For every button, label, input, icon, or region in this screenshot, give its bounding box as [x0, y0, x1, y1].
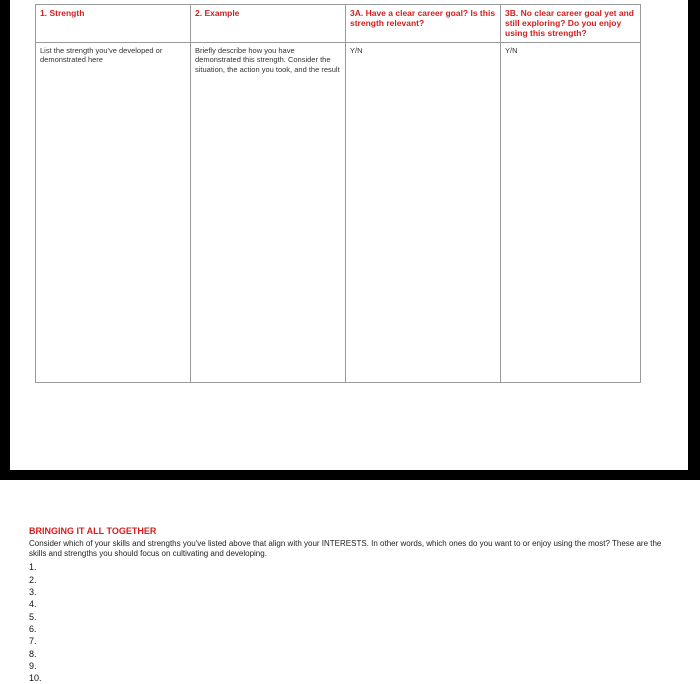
section-heading: BRINGING IT ALL TOGETHER: [29, 526, 157, 536]
header-no-clear-goal: 3B. No clear career goal yet and still exploring? Do you enjoy using this strength?: [501, 5, 641, 43]
cell-clear-goal-yn[interactable]: Y/N: [346, 42, 501, 382]
list-item[interactable]: 8.: [29, 648, 37, 659]
page-divider-band: [0, 470, 700, 480]
list-item[interactable]: 7.: [29, 636, 37, 647]
table-row: [36, 42, 641, 382]
bringing-it-together-section: [29, 526, 669, 684]
cell-example[interactable]: Briefly describe how you have demonstrated this strength. Consider the situation, the action you took, and the result: [191, 42, 346, 382]
cell-strength[interactable]: List the strength you've developed or demonstrated here: [36, 42, 191, 382]
list-item[interactable]: 10.: [29, 673, 42, 684]
numbered-list: [29, 561, 669, 684]
table-header-row: [36, 5, 641, 43]
list-item[interactable]: 6.: [29, 623, 37, 634]
header-strength: 1. Strength: [36, 5, 191, 43]
list-item[interactable]: 4.: [29, 599, 37, 610]
header-clear-goal: 3A. Have a clear career goal? Is this strength relevant?: [346, 5, 501, 43]
right-black-margin: [688, 0, 700, 470]
cell-no-clear-goal-yn[interactable]: Y/N: [501, 42, 641, 382]
strengths-table: [35, 4, 641, 383]
list-item[interactable]: 5.: [29, 611, 37, 622]
list-item[interactable]: 2.: [29, 574, 37, 585]
list-item[interactable]: 3.: [29, 587, 37, 598]
section-instructions: Consider which of your skills and strengths you've listed above that align with your INTERESTS. In other words, which ones do you want to or enjoy using the most? These are the skills and strengths you should focus on cultivating and developing.: [29, 538, 662, 559]
header-example: 2. Example: [191, 5, 346, 43]
list-item[interactable]: 1.: [29, 562, 37, 573]
list-item[interactable]: 9.: [29, 660, 37, 671]
left-black-margin: [0, 0, 10, 470]
